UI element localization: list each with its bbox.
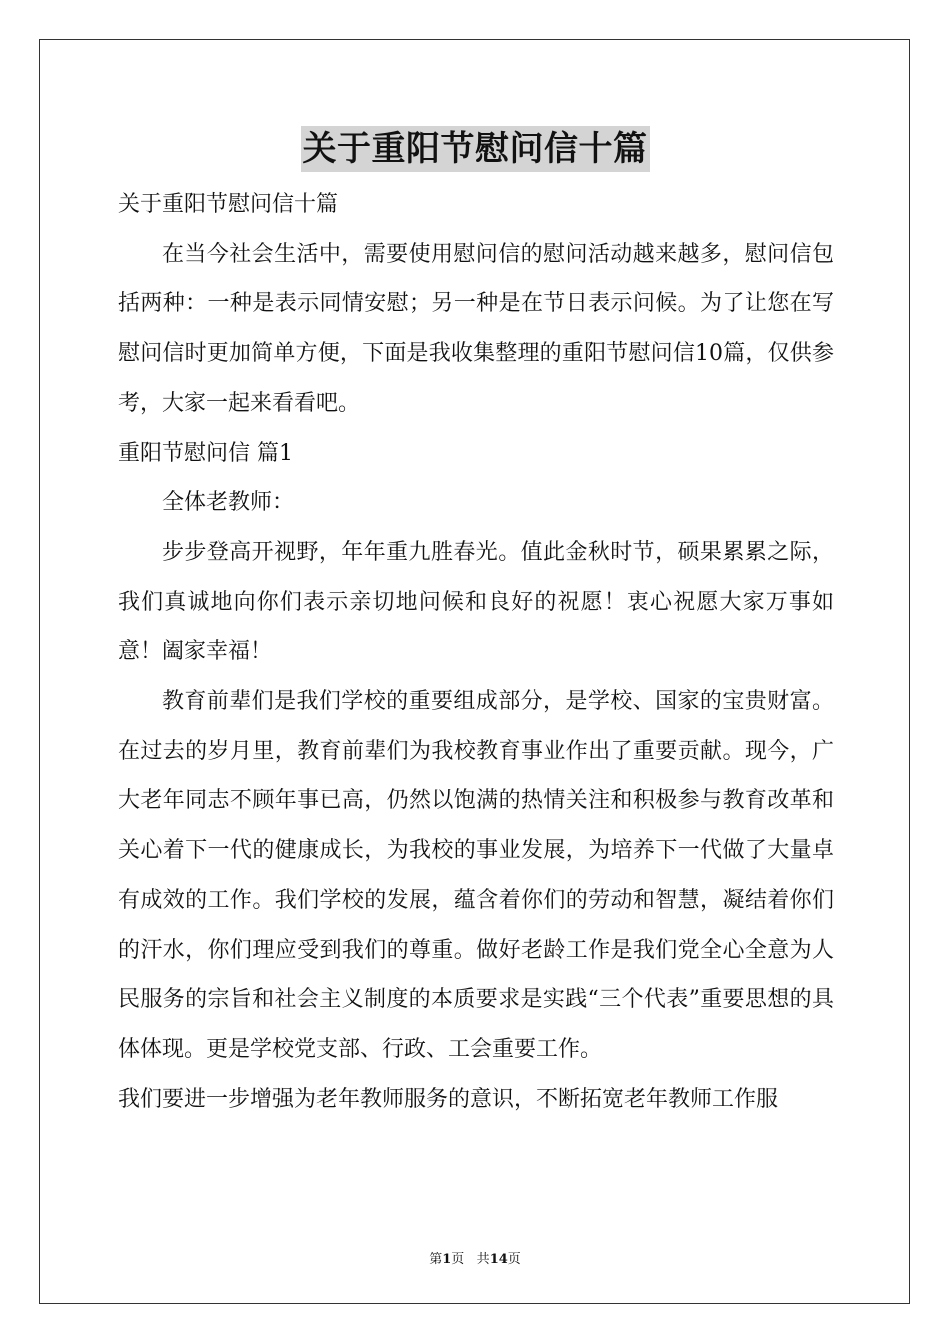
paragraph: 在当今社会生活中，需要使用慰问信的慰问活动越来越多，慰问信包括两种：一种是表示同情安慰；另一种是在节日表示问候。为了让您在写慰问信时更加简单方便，下面是我收集整理的重阳节慰问信10篇，仅供参考，大家一起来看看吧。 <box>118 241 834 416</box>
footer-page-number: 1 <box>442 1252 452 1267</box>
paragraph: 我们要进一步增强为老年教师服务的意识，不断拓宽老年教师工作服 <box>118 1086 779 1112</box>
paragraph: 步步登高开视野，年年重九胜春光。值此金秋时节，硕果累累之际，我们真诚地向你们表示亲切地问候和良好的祝愿！衷心祝愿大家万事如意！阖家幸福！ <box>118 539 834 665</box>
document-body <box>118 180 834 1124</box>
footer-total-suffix: 页 <box>507 1252 521 1267</box>
document-title <box>0 126 950 172</box>
section-heading: 重阳节慰问信 篇1 <box>118 440 293 466</box>
page-footer <box>0 1248 950 1267</box>
footer-prefix: 第 <box>429 1252 443 1267</box>
paragraph: 教育前辈们是我们学校的重要组成部分，是学校、国家的宝贵财富。在过去的岁月里，教育前辈们为我校教育事业作出了重要贡献。现今，广大老年同志不顾年事已高，仍然以饱满的热情关注和积极参与教育改革和关心着下一代的健康成长，为我校的事业发展，为培养下一代做了大量卓有成效的工作。我们学校的发展，蕴含着你们的劳动和智慧，凝结着你们的汗水，你们理应受到我们的尊重。做好老龄工作是我们党全心全意为人民服务的宗旨和社会主义制度的本质要求是实践“三个代表”重要思想的具体体现。更是学校党支部、行政、工会重要工作。 <box>118 689 834 1062</box>
footer-total-pages: 14 <box>489 1252 508 1267</box>
footer-total-prefix: 共 <box>476 1252 490 1267</box>
salutation: 全体老教师： <box>162 490 295 516</box>
paragraph: 关于重阳节慰问信十篇 <box>118 192 339 217</box>
document-title-text: 关于重阳节慰问信十篇 <box>301 126 650 172</box>
footer-page-suffix: 页 <box>451 1252 465 1267</box>
